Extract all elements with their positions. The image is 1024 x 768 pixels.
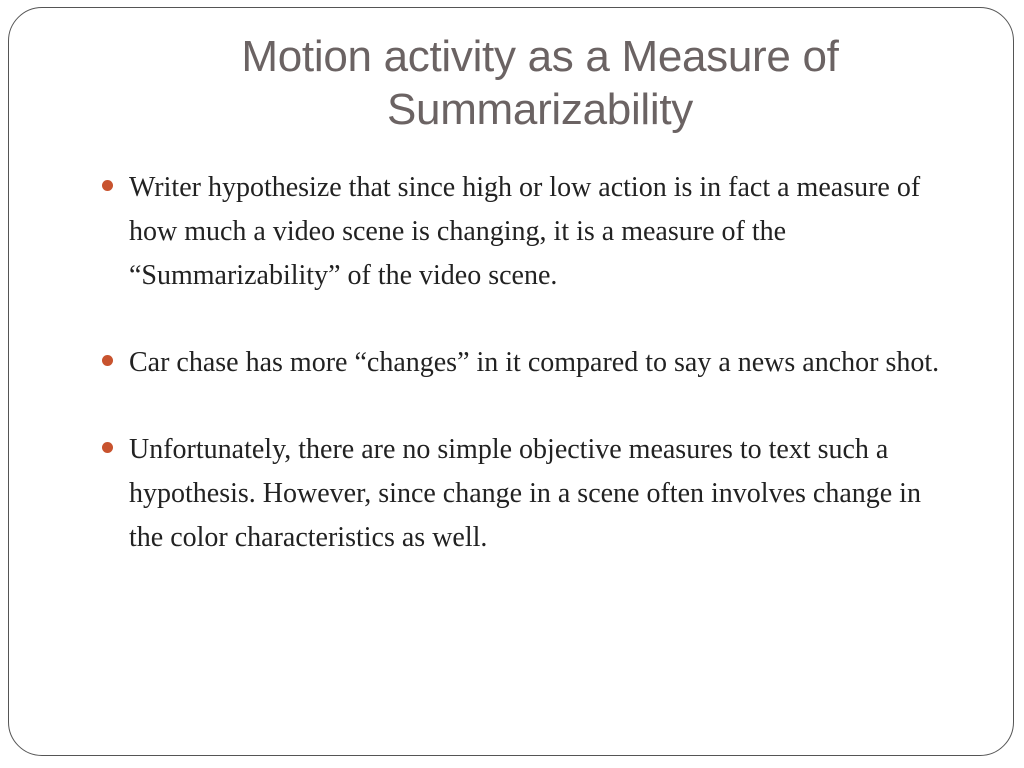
bullet-text-1: Writer hypothesize that since high or low action is in fact a measure of how much a video scene is changing, it is a measure of the “Summarizability” of the video scene. (129, 172, 921, 291)
bullet-dot-icon (102, 442, 113, 453)
bullet-text-2: Car chase has more “changes” in it compared to say a news anchor shot. (129, 347, 940, 378)
bullet-item-2 (100, 341, 960, 385)
bullet-dot-icon (102, 180, 113, 191)
bullet-item-3 (100, 428, 960, 560)
bullet-list (100, 166, 960, 560)
slide-title: Motion activity as a Measure of Summarizability (241, 32, 839, 134)
bullet-dot-icon (102, 355, 113, 366)
bullet-text-3: Unfortunately, there are no simple objective measures to text such a hypothesis. However, since change in a scene often involves change in the color characteristics as well. (129, 434, 921, 553)
bullet-item-1 (100, 166, 960, 298)
